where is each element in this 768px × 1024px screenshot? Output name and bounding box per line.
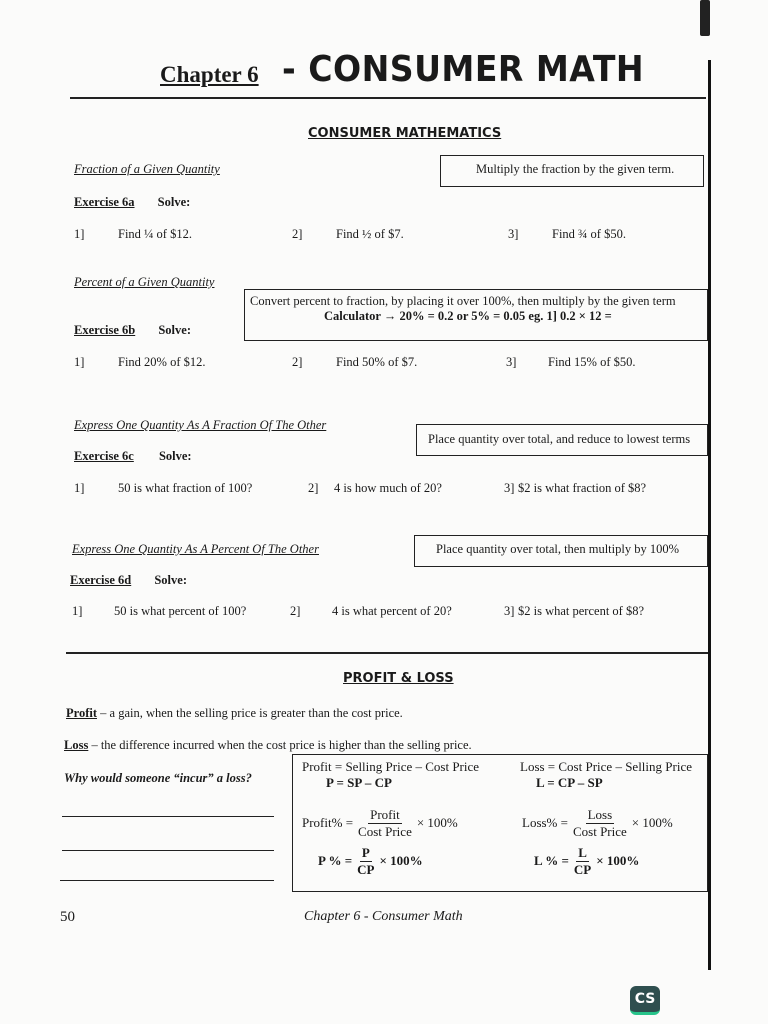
loss-def-text: – the difference incurred when the cost price is higher than the selling price. <box>88 738 472 752</box>
profit-term: Profit <box>66 706 98 720</box>
chapter-label: Chapter 6 <box>160 62 259 87</box>
topic-express-fraction-title: Express One Quantity As A Fraction Of The Other <box>74 418 327 432</box>
question-6c-3-num: 3] <box>504 481 515 495</box>
fraction-numerator: Loss <box>587 807 613 822</box>
question-6d-1-num: 1] <box>72 604 83 618</box>
topic-express-percent-title: Express One Quantity As A Percent Of The Other <box>72 542 319 556</box>
question-6b-3: Find 15% of $50. <box>548 355 636 369</box>
profit-pct-tail: × 100% <box>416 815 458 831</box>
exercise-6d-row <box>70 573 187 588</box>
exercise-6b-row <box>74 323 191 338</box>
tip-text-percent <box>250 294 705 324</box>
loss-short: L = CP – SP <box>536 775 603 790</box>
tip-percent-line2: Calculator → 20% = 0.2 or 5% = 0.05 eg. 1] 0.2 × 12 = <box>324 309 612 323</box>
l-pct-fraction <box>572 846 593 876</box>
l-pct-tail: × 100% <box>596 853 640 869</box>
l-percent-formula <box>534 846 639 876</box>
chapter-title: - CONSUMER MATH <box>282 49 645 90</box>
question-6a-3-num: 3] <box>508 227 519 241</box>
profit-pct-label: Profit% = <box>302 815 354 831</box>
page-number: 50 <box>60 909 75 925</box>
fraction-denominator: Cost Price <box>572 823 627 839</box>
fraction-denominator: Cost Price <box>358 823 412 839</box>
question-6d-3: $2 is what percent of $8? <box>518 604 645 618</box>
profit-pct-fraction <box>356 808 414 838</box>
exercise-label: Exercise 6c <box>74 449 134 463</box>
p-percent-formula <box>318 846 423 876</box>
l-pct-label: L % = <box>534 853 569 869</box>
exercise-label: Exercise 6b <box>74 323 136 337</box>
question-6b-1: Find 20% of $12. <box>118 355 206 369</box>
question-6b-1-num: 1] <box>74 355 85 369</box>
tip-text-fraction: Multiply the fraction by the given term. <box>476 162 675 176</box>
answer-line-2 <box>62 850 274 851</box>
profit-definition <box>66 706 403 721</box>
loss-pct-tail: × 100% <box>631 815 673 831</box>
tip-text-express-percent: Place quantity over total, then multiply by 100% <box>436 542 680 556</box>
tip-percent-line1: Convert percent to fraction, by placing it over 100%, then multiply by the given term <box>250 294 676 308</box>
exercise-6a-row <box>74 195 190 210</box>
p-pct-fraction <box>355 846 376 876</box>
fraction-numerator: L <box>578 845 587 860</box>
scanner-badge: CS <box>630 986 660 1015</box>
binder-clip <box>700 0 710 36</box>
question-6c-2-num: 2] <box>308 481 319 495</box>
header-rule <box>70 97 706 99</box>
solve-label: Solve: <box>158 449 192 463</box>
fraction-denominator: CP <box>573 861 592 877</box>
solve-label: Solve: <box>157 195 191 209</box>
question-6c-3: $2 is what fraction of $8? <box>518 481 647 495</box>
solve-label: Solve: <box>158 323 191 337</box>
running-title: Chapter 6 - Consumer Math <box>304 909 463 924</box>
question-6b-2-num: 2] <box>292 355 303 369</box>
profit-short: P = SP – CP <box>326 775 392 790</box>
question-6c-1-num: 1] <box>74 481 85 495</box>
question-6c-2: 4 is how much of 20? <box>334 481 442 495</box>
answer-line-1 <box>62 816 274 817</box>
topic-percent-title: Percent of a Given Quantity <box>74 275 215 289</box>
question-6d-2: 4 is what percent of 20? <box>332 604 452 618</box>
loss-term: Loss <box>64 738 89 752</box>
reflection-question: Why would someone “incur” a loss? <box>64 771 252 785</box>
p-pct-label: P % = <box>318 853 353 869</box>
question-6a-1: Find ¼ of $12. <box>118 227 192 241</box>
loss-percent-formula <box>522 808 673 838</box>
loss-pct-label: Loss% = <box>522 815 568 831</box>
profit-def-text: – a gain, when the selling price is greater than the cost price. <box>97 706 403 720</box>
loss-pct-fraction <box>571 808 629 838</box>
fraction-numerator: Profit <box>370 807 400 822</box>
tip-text-express-fraction: Place quantity over total, and reduce to lowest terms <box>428 432 691 446</box>
fraction-numerator: P <box>361 845 370 860</box>
fraction-denominator: CP <box>357 861 375 877</box>
loss-equation: Loss = Cost Price – Selling Price <box>520 759 692 774</box>
section-heading-profit-loss: PROFIT & LOSS <box>343 671 454 686</box>
exercise-label: Exercise 6d <box>70 573 132 587</box>
answer-line-3 <box>60 880 274 881</box>
exercise-label: Exercise 6a <box>74 195 135 209</box>
loss-definition <box>64 738 472 753</box>
question-6d-1: 50 is what percent of 100? <box>114 604 247 618</box>
profit-percent-formula <box>302 808 458 838</box>
question-6a-3: Find ¾ of $50. <box>552 227 626 241</box>
page-edge <box>708 60 711 970</box>
question-6b-3-num: 3] <box>506 355 517 369</box>
section-heading-consumer-math: CONSUMER MATHEMATICS <box>308 126 502 141</box>
exercise-6c-row <box>74 449 192 464</box>
question-6a-2: Find ½ of $7. <box>336 227 404 241</box>
solve-label: Solve: <box>154 573 187 587</box>
question-6a-1-num: 1] <box>74 227 85 241</box>
question-6d-3-num: 3] <box>504 604 515 618</box>
profit-equation: Profit = Selling Price – Cost Price <box>302 759 480 774</box>
question-6d-2-num: 2] <box>290 604 301 618</box>
section-divider <box>66 652 708 654</box>
topic-fraction-title: Fraction of a Given Quantity <box>74 162 220 176</box>
question-6a-2-num: 2] <box>292 227 303 241</box>
p-pct-tail: × 100% <box>379 853 423 869</box>
question-6b-2: Find 50% of $7. <box>336 355 418 369</box>
question-6c-1: 50 is what fraction of 100? <box>118 481 253 495</box>
